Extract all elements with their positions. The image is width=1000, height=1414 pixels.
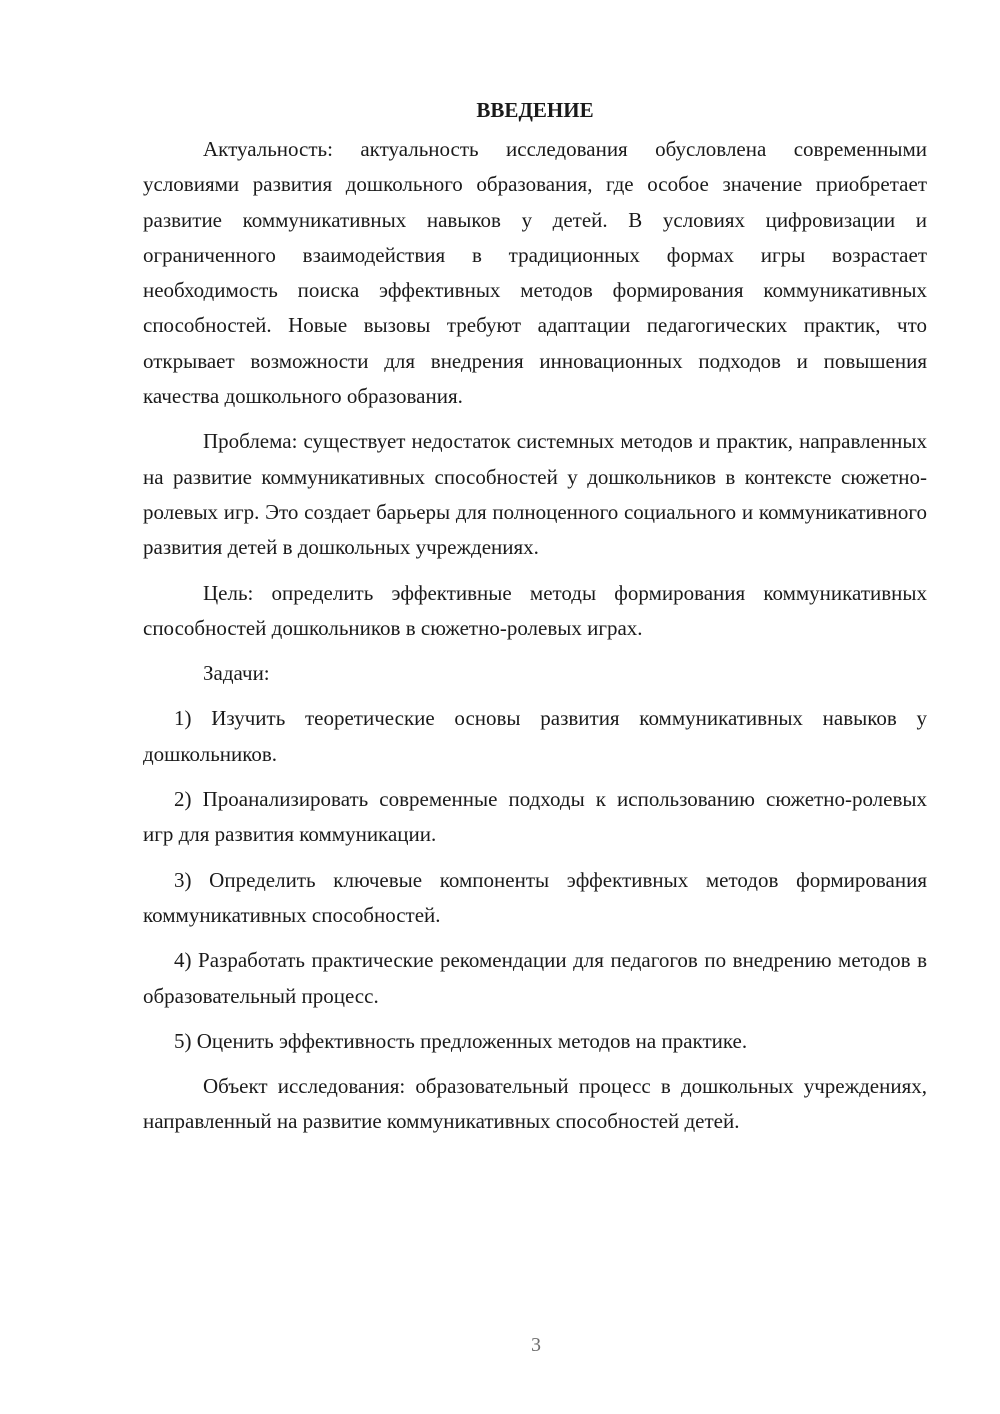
paragraph-tasks-heading: Задачи: <box>203 661 270 686</box>
paragraph-object: Объект исследования: образовательный процесс в дошкольных учреждениях, направленный на развитие коммуникативных способностей детей. <box>143 1074 927 1134</box>
section-title: ВВЕДЕНИЕ <box>476 98 594 122</box>
task-item-2: 2) Проанализировать современные подходы к использованию сюжетно-ролевых игр для развития коммуникации. <box>143 787 927 847</box>
task-item-4: 4) Разработать практические рекомендации для педагогов по внедрению методов в образовательный процесс. <box>143 948 927 1008</box>
page-number: 3 <box>531 1334 541 1356</box>
task-item-3: 3) Определить ключевые компоненты эффективных методов формирования коммуникативных способностей. <box>143 867 927 927</box>
document-page <box>143 93 927 1140</box>
paragraph-goal: Цель: определить эффективные методы формирования коммуникативных способностей дошкольников в сюжетно-ролевых играх. <box>143 580 927 640</box>
task-item-1: 1) Изучить теоретические основы развития коммуникативных навыков у дошкольников. <box>143 706 927 766</box>
task-item-5: 5) Оценить эффективность предложенных методов на практике. <box>174 1028 748 1053</box>
paragraph-relevance: Актуальность: актуальность исследования обусловлена современными условиями развития дошкольного образования, где особое значение приобретает развитие коммуникативных навыков у детей. В условиях цифровизации и ограниченного взаимодействия в традиционных формах игры возрастает необходимость поиска эффективных методов формирования коммуникативных способностей. Новые вызовы требуют адаптации педагогических практик, что открывает возможности для внедрения инновационных подходов и повышения качества дошкольного образования. <box>143 137 927 409</box>
paragraph-problem: Проблема: существует недостаток системных методов и практик, направленных на развитие коммуникативных способностей у дошкольников в контексте сюжетно-ролевых игр. Это создает барьеры для полноценного социального и коммуникативного развития детей в дошкольных учреждениях. <box>143 429 927 560</box>
